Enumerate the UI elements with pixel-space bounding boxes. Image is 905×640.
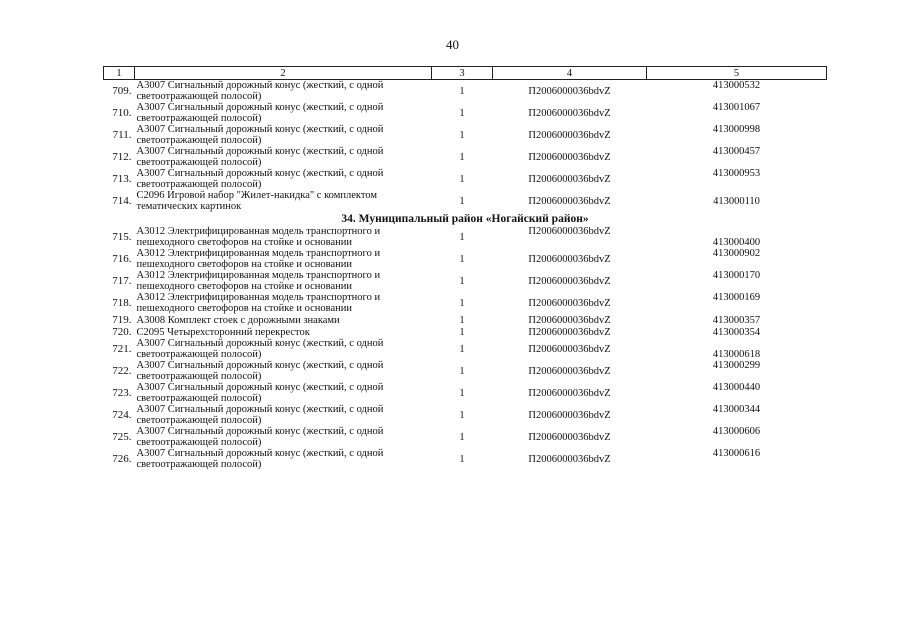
item-name: А3007 Сигнальный дорожный конус (жесткий, с одной светоотражающей полосой) xyxy=(136,168,384,190)
row-number: 723. xyxy=(112,386,132,399)
table-header-row xyxy=(104,67,827,80)
row-number: 718. xyxy=(112,296,132,309)
item-name: С2095 Четырехсторонний перекресток xyxy=(136,326,310,338)
row-number: 719. xyxy=(112,313,132,326)
table-row xyxy=(104,80,827,103)
table-row xyxy=(104,426,827,448)
item-code: П2006000036bdvZ xyxy=(528,195,611,207)
inventory-number: 413000354 xyxy=(712,326,761,338)
item-name: А3007 Сигнальный дорожный конус (жесткий, с одной светоотражающей полосой) xyxy=(136,426,384,448)
item-quantity: 1 xyxy=(459,275,465,287)
table-row xyxy=(104,102,827,124)
item-code: П2006000036bdvZ xyxy=(528,253,611,265)
item-quantity: 1 xyxy=(459,297,465,309)
item-name: А3012 Электрифицированная модель транспортного и пешеходного светофоров на стойке и основании xyxy=(136,248,381,270)
item-quantity: 1 xyxy=(459,314,465,326)
row-number: 713. xyxy=(112,172,132,185)
header-cell-4: 4 xyxy=(493,67,647,80)
table-row xyxy=(104,326,827,338)
item-code: П2006000036bdvZ xyxy=(528,173,611,185)
item-name: А3007 Сигнальный дорожный конус (жесткий, с одной светоотражающей полосой) xyxy=(136,338,384,360)
section-title: 34. Муниципальный район «Ногайский район» xyxy=(341,212,589,225)
row-number: 721. xyxy=(112,342,132,355)
table-row xyxy=(104,124,827,146)
table-row xyxy=(104,360,827,382)
item-code: П2006000036bdvZ xyxy=(528,431,611,443)
inventory-number: 413000344 xyxy=(712,404,761,415)
item-name: А3008 Комплект стоек с дорожными знаками xyxy=(136,314,340,326)
item-name: А3007 Сигнальный дорожный конус (жесткий, с одной светоотражающей полосой) xyxy=(136,146,384,168)
item-code: П2006000036bdvZ xyxy=(528,129,611,141)
item-quantity: 1 xyxy=(459,431,465,443)
table-row xyxy=(104,448,827,470)
item-code: П2006000036bdvZ xyxy=(528,275,611,287)
item-name: А3012 Электрифицированная модель транспортного и пешеходного светофоров на стойке и основании xyxy=(136,226,381,248)
row-number: 714. xyxy=(112,194,132,207)
table-row xyxy=(104,248,827,270)
item-quantity: 1 xyxy=(459,195,465,207)
item-quantity: 1 xyxy=(459,173,465,185)
item-code: П2006000036bdvZ xyxy=(528,297,611,309)
inventory-number: 413000440 xyxy=(712,382,761,393)
inventory-number: 413000299 xyxy=(712,360,761,371)
row-number: 724. xyxy=(112,408,132,421)
page-number: 40 xyxy=(446,37,459,52)
item-quantity: 1 xyxy=(459,151,465,163)
item-code: П2006000036bdvZ xyxy=(528,85,611,97)
item-quantity: 1 xyxy=(459,387,465,399)
table-row xyxy=(104,190,827,212)
row-number: 712. xyxy=(112,150,132,163)
item-code: П2006000036bdvZ xyxy=(528,226,611,237)
row-number: 711. xyxy=(112,128,132,141)
item-code: П2006000036bdvZ xyxy=(528,326,611,338)
row-number: 720. xyxy=(112,325,132,338)
table-row xyxy=(104,292,827,314)
inventory-number: 413000110 xyxy=(713,195,760,207)
table-row xyxy=(104,168,827,190)
item-code: П2006000036bdvZ xyxy=(528,343,611,355)
table-row xyxy=(104,146,827,168)
row-number: 722. xyxy=(112,364,132,377)
inventory-number: 413000998 xyxy=(712,124,761,135)
row-number: 726. xyxy=(112,452,132,465)
table-row xyxy=(104,404,827,426)
inventory-number: 413001067 xyxy=(712,102,761,113)
item-name: А3007 Сигнальный дорожный конус (жесткий, с одной светоотражающей полосой) xyxy=(136,448,384,470)
item-name: А3007 Сигнальный дорожный конус (жесткий, с одной светоотражающей полосой) xyxy=(136,102,384,124)
inventory-number: 413000532 xyxy=(712,80,761,91)
inventory-number: 413000400 xyxy=(712,237,761,248)
item-quantity: 1 xyxy=(459,343,465,355)
item-name: А3007 Сигнальный дорожный конус (жесткий, с одной светоотражающей полосой) xyxy=(136,360,384,382)
item-name: А3007 Сигнальный дорожный конус (жесткий, с одной светоотражающей полосой) xyxy=(136,404,384,426)
inventory-number: 413000169 xyxy=(712,292,761,303)
inventory-table xyxy=(103,66,827,470)
item-code: П2006000036bdvZ xyxy=(528,314,611,326)
item-code: П2006000036bdvZ xyxy=(528,453,611,465)
item-quantity: 1 xyxy=(459,326,465,338)
inventory-number: 413000357 xyxy=(712,314,761,326)
header-cell-1: 1 xyxy=(104,67,135,80)
item-quantity: 1 xyxy=(459,365,465,377)
item-name: А3007 Сигнальный дорожный конус (жесткий, с одной светоотражающей полосой) xyxy=(136,80,384,102)
header-cell-3: 3 xyxy=(432,67,493,80)
item-code: П2006000036bdvZ xyxy=(528,387,611,399)
item-quantity: 1 xyxy=(459,85,465,97)
inventory-number: 413000606 xyxy=(712,426,761,437)
table-row xyxy=(104,270,827,292)
item-quantity: 1 xyxy=(459,453,465,465)
header-cell-2: 2 xyxy=(135,67,432,80)
item-name: С2096 Игровой набор "Жилет-накидка" с комплектом тематических картинок xyxy=(136,190,377,212)
table-row xyxy=(104,226,827,248)
row-number: 709. xyxy=(112,84,132,97)
item-code: П2006000036bdvZ xyxy=(528,107,611,119)
item-quantity: 1 xyxy=(459,129,465,141)
table-row xyxy=(104,382,827,404)
table-row xyxy=(104,314,827,326)
item-quantity: 1 xyxy=(459,107,465,119)
item-name: А3007 Сигнальный дорожный конус (жесткий, с одной светоотражающей полосой) xyxy=(136,382,384,404)
section-heading-row xyxy=(104,212,827,226)
row-number: 717. xyxy=(112,274,132,287)
item-code: П2006000036bdvZ xyxy=(528,151,611,163)
inventory-number: 413000953 xyxy=(712,168,761,179)
item-name: А3012 Электрифицированная модель транспортного и пешеходного светофоров на стойке и основании xyxy=(136,292,381,314)
row-number: 715. xyxy=(112,230,132,243)
row-number: 716. xyxy=(112,252,132,265)
item-code: П2006000036bdvZ xyxy=(528,409,611,421)
inventory-number: 413000616 xyxy=(712,448,761,459)
item-code: П2006000036bdvZ xyxy=(528,365,611,377)
inventory-number: 413000618 xyxy=(712,349,761,360)
item-quantity: 1 xyxy=(459,409,465,421)
item-quantity: 1 xyxy=(459,253,465,265)
item-name: А3012 Электрифицированная модель транспортного и пешеходного светофоров на стойке и основании xyxy=(136,270,381,292)
item-quantity: 1 xyxy=(459,231,465,243)
inventory-number: 413000902 xyxy=(712,248,761,259)
header-cell-5: 5 xyxy=(647,67,827,80)
item-name: А3007 Сигнальный дорожный конус (жесткий, с одной светоотражающей полосой) xyxy=(136,124,384,146)
table-row xyxy=(104,338,827,360)
row-number: 725. xyxy=(112,430,132,443)
inventory-number: 413000170 xyxy=(712,270,761,281)
inventory-number: 413000457 xyxy=(712,146,761,157)
row-number: 710. xyxy=(112,106,132,119)
